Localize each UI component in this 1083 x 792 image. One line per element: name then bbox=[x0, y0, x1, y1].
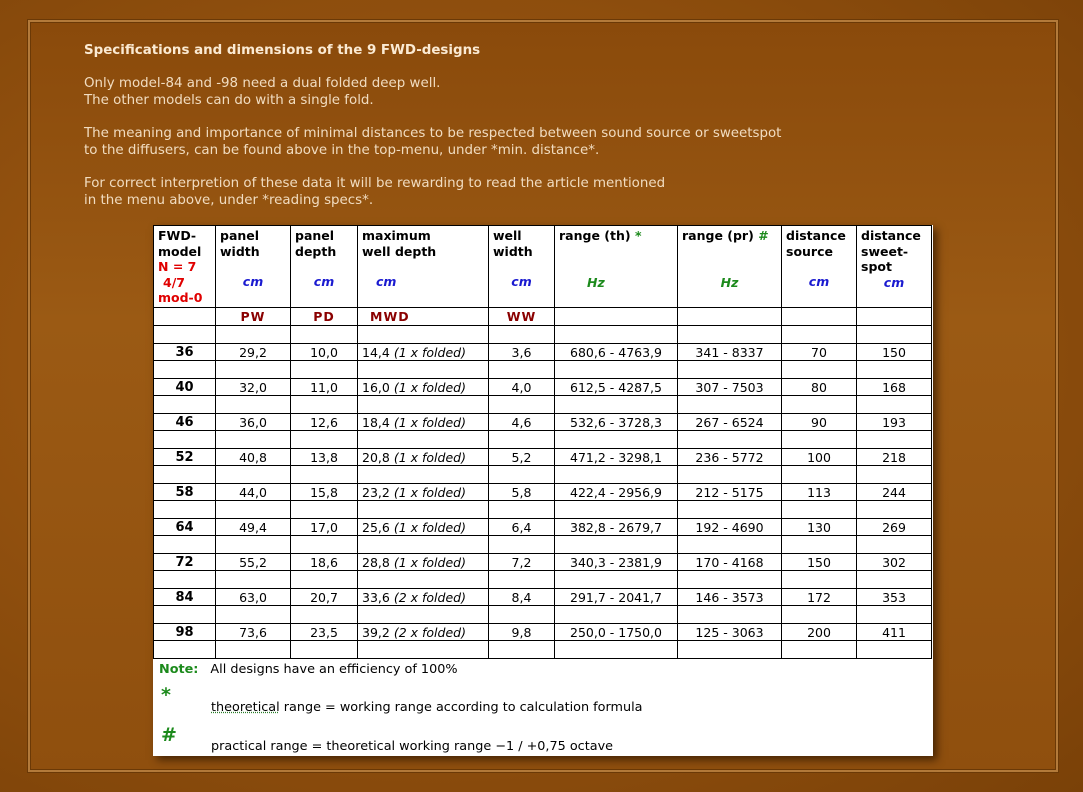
spacer-cell bbox=[782, 501, 857, 519]
well-depth-value: 20,8 bbox=[362, 449, 390, 465]
spacer-cell bbox=[782, 606, 857, 624]
well-depth-value: 39,2 bbox=[362, 624, 390, 640]
max-well-depth-cell bbox=[358, 519, 489, 536]
spacer-cell bbox=[489, 326, 555, 344]
spacer-cell bbox=[154, 571, 216, 589]
header-text: panel bbox=[220, 228, 260, 243]
range-th-cell: 612,5 - 4287,5 bbox=[555, 379, 678, 396]
spacer-cell bbox=[216, 641, 291, 659]
spacer-cell bbox=[154, 501, 216, 519]
header-range-pr bbox=[678, 226, 782, 308]
max-well-depth-cell bbox=[358, 449, 489, 466]
spacer-cell bbox=[291, 326, 358, 344]
definition-text: range = working range according to calculation formula bbox=[279, 700, 643, 715]
paragraph-reading bbox=[84, 175, 984, 209]
panel-depth-cell: 15,8 bbox=[291, 484, 358, 501]
practical-range-definition: practical range = theoretical working range −1 / +0,75 octave bbox=[211, 739, 614, 754]
spacer-cell bbox=[555, 536, 678, 554]
header-max-well-depth bbox=[358, 226, 489, 308]
distance-sweetspot-cell: 244 bbox=[857, 484, 932, 501]
spacer-cell bbox=[555, 466, 678, 484]
spacer-cell bbox=[358, 361, 489, 379]
spacer-cell bbox=[489, 606, 555, 624]
header-red-text: mod-0 bbox=[158, 290, 203, 305]
table-row bbox=[154, 519, 932, 536]
header-well-width bbox=[489, 226, 555, 308]
fold-note: (2 x folded) bbox=[393, 589, 466, 605]
hash-marker: # bbox=[758, 228, 769, 243]
spacer-cell bbox=[291, 501, 358, 519]
panel-width-cell: 29,2 bbox=[216, 344, 291, 361]
spacer-cell bbox=[358, 571, 489, 589]
max-well-depth-cell bbox=[358, 379, 489, 396]
spacer-row bbox=[154, 536, 932, 554]
well-width-cell: 5,2 bbox=[489, 449, 555, 466]
model-cell: 46 bbox=[154, 414, 216, 431]
spacer-cell bbox=[291, 536, 358, 554]
spacer-cell bbox=[291, 466, 358, 484]
distance-sweetspot-cell: 411 bbox=[857, 624, 932, 641]
abbr-cell: MWD bbox=[358, 308, 489, 326]
max-well-depth-cell bbox=[358, 589, 489, 606]
well-depth-value: 33,6 bbox=[362, 589, 390, 605]
table-row bbox=[154, 624, 932, 641]
spacer-cell bbox=[358, 431, 489, 449]
spacer-cell bbox=[857, 431, 932, 449]
header-text: FWD- bbox=[158, 228, 197, 243]
range-pr-cell: 170 - 4168 bbox=[678, 554, 782, 571]
header-panel-width bbox=[216, 226, 291, 308]
spacer-row bbox=[154, 466, 932, 484]
fold-note: (1 x folded) bbox=[393, 554, 466, 570]
well-width-cell: 5,8 bbox=[489, 484, 555, 501]
spacer-cell bbox=[489, 396, 555, 414]
header-text: range (th) bbox=[559, 228, 631, 243]
spacer-cell bbox=[154, 536, 216, 554]
header-text: maximum bbox=[362, 228, 431, 243]
distance-source-cell: 172 bbox=[782, 589, 857, 606]
range-pr-cell: 192 - 4690 bbox=[678, 519, 782, 536]
range-th-cell: 250,0 - 1750,0 bbox=[555, 624, 678, 641]
header-row bbox=[154, 226, 932, 308]
well-width-cell: 4,0 bbox=[489, 379, 555, 396]
spacer-cell bbox=[678, 326, 782, 344]
spacer-cell bbox=[555, 396, 678, 414]
distance-source-cell: 100 bbox=[782, 449, 857, 466]
spacer-cell bbox=[291, 606, 358, 624]
paragraph-line: For correct interpretion of these data it will be rewarding to read the article mentioned bbox=[84, 176, 666, 191]
spacer-row bbox=[154, 396, 932, 414]
spacer-cell bbox=[857, 361, 932, 379]
header-text: source bbox=[786, 243, 833, 259]
distance-sweetspot-cell: 302 bbox=[857, 554, 932, 571]
spacer-cell bbox=[678, 466, 782, 484]
spacer-cell bbox=[857, 501, 932, 519]
note-label: Note: bbox=[159, 662, 199, 677]
abbr-cell bbox=[857, 308, 932, 326]
paragraph-line: to the diffusers, can be found above in the top-menu, under *min. distance*. bbox=[84, 143, 600, 158]
distance-source-cell: 90 bbox=[782, 414, 857, 431]
efficiency-note bbox=[159, 662, 458, 677]
spacer-cell bbox=[678, 571, 782, 589]
header-distance-source bbox=[782, 226, 857, 308]
fold-note: (1 x folded) bbox=[393, 414, 466, 430]
distance-sweetspot-cell: 168 bbox=[857, 379, 932, 396]
spacer-cell bbox=[358, 536, 489, 554]
distance-source-cell: 70 bbox=[782, 344, 857, 361]
distance-source-cell: 150 bbox=[782, 554, 857, 571]
spacer-cell bbox=[857, 326, 932, 344]
well-depth-value: 14,4 bbox=[362, 344, 390, 360]
range-pr-cell: 146 - 3573 bbox=[678, 589, 782, 606]
header-text: distance bbox=[861, 228, 921, 243]
header-red-text: 4/7 bbox=[163, 274, 185, 290]
well-width-cell: 6,4 bbox=[489, 519, 555, 536]
distance-sweetspot-cell: 193 bbox=[857, 414, 932, 431]
spacer-cell bbox=[857, 606, 932, 624]
spacer-cell bbox=[782, 466, 857, 484]
header-text: depth bbox=[295, 243, 337, 259]
range-th-cell: 471,2 - 3298,1 bbox=[555, 449, 678, 466]
header-model bbox=[154, 226, 216, 308]
model-cell: 36 bbox=[154, 344, 216, 361]
header-text: width bbox=[220, 243, 260, 259]
spacer-row bbox=[154, 571, 932, 589]
spacer-cell bbox=[678, 431, 782, 449]
header-text: well depth bbox=[362, 243, 437, 259]
spacer-cell bbox=[782, 571, 857, 589]
spacer-cell bbox=[216, 536, 291, 554]
spacer-cell bbox=[154, 326, 216, 344]
distance-source-cell: 130 bbox=[782, 519, 857, 536]
spacer-cell bbox=[291, 361, 358, 379]
panel-width-cell: 73,6 bbox=[216, 624, 291, 641]
spacer-cell bbox=[555, 606, 678, 624]
abbr-cell bbox=[154, 308, 216, 326]
model-cell: 72 bbox=[154, 554, 216, 571]
spacer-cell bbox=[489, 501, 555, 519]
panel-depth-cell: 23,5 bbox=[291, 624, 358, 641]
max-well-depth-cell bbox=[358, 554, 489, 571]
spacer-cell bbox=[489, 571, 555, 589]
header-red-text: N = 7 bbox=[158, 259, 197, 274]
spacer-cell bbox=[782, 641, 857, 659]
unit-label: Hz bbox=[720, 274, 739, 290]
well-depth-value: 25,6 bbox=[362, 519, 390, 535]
fold-note: (1 x folded) bbox=[393, 344, 466, 360]
fold-note: (1 x folded) bbox=[393, 519, 466, 535]
table-row bbox=[154, 554, 932, 571]
spacer-cell bbox=[154, 361, 216, 379]
panel-width-cell: 32,0 bbox=[216, 379, 291, 396]
panel-width-cell: 36,0 bbox=[216, 414, 291, 431]
header-text: model bbox=[158, 243, 202, 259]
range-th-cell: 291,7 - 2041,7 bbox=[555, 589, 678, 606]
intro-text bbox=[84, 42, 984, 225]
spacer-cell bbox=[555, 361, 678, 379]
abbr-cell bbox=[555, 308, 678, 326]
spec-sheet bbox=[153, 225, 933, 756]
spacer-cell bbox=[358, 641, 489, 659]
panel-width-cell: 55,2 bbox=[216, 554, 291, 571]
fold-note: (1 x folded) bbox=[393, 484, 466, 500]
spacer-cell bbox=[216, 466, 291, 484]
range-th-cell: 422,4 - 2956,9 bbox=[555, 484, 678, 501]
table-row bbox=[154, 414, 932, 431]
spacer-cell bbox=[154, 466, 216, 484]
table-row bbox=[154, 379, 932, 396]
fold-note: (1 x folded) bbox=[393, 449, 466, 465]
spacer-row bbox=[154, 431, 932, 449]
fold-note: (2 x folded) bbox=[393, 624, 466, 640]
range-th-cell: 532,6 - 3728,3 bbox=[555, 414, 678, 431]
theoretical-term: theoretical bbox=[211, 700, 280, 715]
spacer-cell bbox=[555, 326, 678, 344]
spacer-cell bbox=[358, 606, 489, 624]
distance-sweetspot-cell: 150 bbox=[857, 344, 932, 361]
spacer-cell bbox=[678, 606, 782, 624]
spacer-cell bbox=[678, 536, 782, 554]
range-pr-cell: 307 - 7503 bbox=[678, 379, 782, 396]
paragraph-distance bbox=[84, 125, 984, 159]
range-th-cell: 340,3 - 2381,9 bbox=[555, 554, 678, 571]
spacer-cell bbox=[782, 396, 857, 414]
spacer-cell bbox=[358, 501, 489, 519]
panel-depth-cell: 10,0 bbox=[291, 344, 358, 361]
spacer-cell bbox=[154, 431, 216, 449]
spacer-cell bbox=[489, 536, 555, 554]
table-row bbox=[154, 484, 932, 501]
spacer-cell bbox=[489, 466, 555, 484]
abbreviation-row bbox=[154, 308, 932, 326]
abbr-cell: PW bbox=[216, 308, 291, 326]
range-pr-cell: 125 - 3063 bbox=[678, 624, 782, 641]
max-well-depth-cell bbox=[358, 484, 489, 501]
unit-label: cm bbox=[808, 274, 830, 289]
panel-depth-cell: 11,0 bbox=[291, 379, 358, 396]
header-panel-depth bbox=[291, 226, 358, 308]
panel-width-cell: 49,4 bbox=[216, 519, 291, 536]
theoretical-range-definition bbox=[211, 700, 643, 715]
well-depth-value: 16,0 bbox=[362, 379, 390, 395]
header-text: sweet- bbox=[861, 243, 909, 259]
paragraph-line: The other models can do with a single fold. bbox=[84, 93, 374, 108]
distance-source-cell: 200 bbox=[782, 624, 857, 641]
header-text: spot bbox=[861, 259, 892, 274]
well-width-cell: 8,4 bbox=[489, 589, 555, 606]
header-text: width bbox=[493, 243, 533, 259]
spacer-row bbox=[154, 641, 932, 659]
well-width-cell: 4,6 bbox=[489, 414, 555, 431]
spacer-cell bbox=[154, 396, 216, 414]
panel-depth-cell: 17,0 bbox=[291, 519, 358, 536]
spacer-cell bbox=[678, 641, 782, 659]
spacer-cell bbox=[358, 396, 489, 414]
abbr-cell: PD bbox=[291, 308, 358, 326]
header-text: panel bbox=[295, 228, 335, 243]
spacer-row bbox=[154, 501, 932, 519]
model-cell: 58 bbox=[154, 484, 216, 501]
unit-label: cm bbox=[242, 274, 264, 289]
spec-table bbox=[153, 225, 932, 659]
page-title: Specifications and dimensions of the 9 FWD-designs bbox=[84, 43, 481, 58]
spacer-cell bbox=[216, 326, 291, 344]
spacer-cell bbox=[555, 571, 678, 589]
panel-depth-cell: 18,6 bbox=[291, 554, 358, 571]
paragraph-line: Only model-84 and -98 need a dual folded deep well. bbox=[84, 76, 441, 91]
panel-depth-cell: 20,7 bbox=[291, 589, 358, 606]
spacer-cell bbox=[555, 501, 678, 519]
spacer-cell bbox=[555, 431, 678, 449]
spacer-cell bbox=[291, 571, 358, 589]
spacer-cell bbox=[857, 466, 932, 484]
spacer-cell bbox=[857, 396, 932, 414]
unit-label: cm bbox=[376, 274, 397, 289]
panel-width-cell: 63,0 bbox=[216, 589, 291, 606]
spacer-row bbox=[154, 606, 932, 624]
model-cell: 84 bbox=[154, 589, 216, 606]
header-text: range (pr) bbox=[682, 228, 754, 243]
spacer-cell bbox=[216, 571, 291, 589]
unit-label: cm bbox=[313, 274, 335, 289]
panel-width-cell: 40,8 bbox=[216, 449, 291, 466]
model-cell: 64 bbox=[154, 519, 216, 536]
well-depth-value: 23,2 bbox=[362, 484, 390, 500]
spacer-cell bbox=[291, 396, 358, 414]
distance-source-cell: 80 bbox=[782, 379, 857, 396]
abbr-cell: WW bbox=[489, 308, 555, 326]
paragraph-line: in the menu above, under *reading specs*. bbox=[84, 193, 374, 208]
spacer-cell bbox=[782, 536, 857, 554]
model-cell: 98 bbox=[154, 624, 216, 641]
unit-label: cm bbox=[883, 274, 905, 290]
spacer-cell bbox=[154, 641, 216, 659]
spacer-cell bbox=[154, 606, 216, 624]
table-row bbox=[154, 449, 932, 466]
table-row bbox=[154, 344, 932, 361]
spacer-cell bbox=[857, 536, 932, 554]
range-th-cell: 680,6 - 4763,9 bbox=[555, 344, 678, 361]
max-well-depth-cell bbox=[358, 624, 489, 641]
spacer-cell bbox=[678, 501, 782, 519]
note-text: All designs have an efficiency of 100% bbox=[210, 662, 458, 677]
spacer-cell bbox=[216, 606, 291, 624]
spacer-cell bbox=[291, 431, 358, 449]
panel-width-cell: 44,0 bbox=[216, 484, 291, 501]
spacer-cell bbox=[782, 361, 857, 379]
paragraph-line: The meaning and importance of minimal distances to be respected between sound source or sweetspot bbox=[84, 126, 782, 141]
model-cell: 52 bbox=[154, 449, 216, 466]
spacer-cell bbox=[216, 501, 291, 519]
well-depth-value: 28,8 bbox=[362, 554, 390, 570]
spacer-cell bbox=[857, 571, 932, 589]
distance-sweetspot-cell: 218 bbox=[857, 449, 932, 466]
max-well-depth-cell bbox=[358, 344, 489, 361]
distance-sweetspot-cell: 269 bbox=[857, 519, 932, 536]
abbr-cell bbox=[782, 308, 857, 326]
range-pr-cell: 267 - 6524 bbox=[678, 414, 782, 431]
well-depth-value: 18,4 bbox=[362, 414, 390, 430]
star-symbol: * bbox=[161, 684, 171, 706]
header-distance-sweetspot bbox=[857, 226, 932, 308]
range-th-cell: 382,8 - 2679,7 bbox=[555, 519, 678, 536]
panel-depth-cell: 12,6 bbox=[291, 414, 358, 431]
header-text: distance bbox=[786, 228, 846, 243]
well-width-cell: 3,6 bbox=[489, 344, 555, 361]
abbr-cell bbox=[678, 308, 782, 326]
hash-symbol: # bbox=[161, 724, 177, 746]
range-pr-cell: 236 - 5772 bbox=[678, 449, 782, 466]
model-cell: 40 bbox=[154, 379, 216, 396]
paragraph-fold bbox=[84, 75, 984, 109]
unit-label: Hz bbox=[587, 274, 605, 290]
max-well-depth-cell bbox=[358, 414, 489, 431]
table-row bbox=[154, 589, 932, 606]
well-width-cell: 7,2 bbox=[489, 554, 555, 571]
spacer-cell bbox=[216, 431, 291, 449]
well-width-cell: 9,8 bbox=[489, 624, 555, 641]
spacer-cell bbox=[489, 641, 555, 659]
unit-label: cm bbox=[511, 274, 532, 289]
spacer-cell bbox=[489, 361, 555, 379]
distance-source-cell: 113 bbox=[782, 484, 857, 501]
star-marker: * bbox=[634, 228, 642, 243]
spacer-row bbox=[154, 361, 932, 379]
panel-depth-cell: 13,8 bbox=[291, 449, 358, 466]
range-pr-cell: 212 - 5175 bbox=[678, 484, 782, 501]
spacer-cell bbox=[489, 431, 555, 449]
spacer-cell bbox=[678, 396, 782, 414]
spacer-cell bbox=[216, 361, 291, 379]
distance-sweetspot-cell: 353 bbox=[857, 589, 932, 606]
spacer-cell bbox=[857, 641, 932, 659]
spacer-cell bbox=[216, 396, 291, 414]
spacer-cell bbox=[782, 431, 857, 449]
spacer-cell bbox=[358, 326, 489, 344]
spacer-cell bbox=[358, 466, 489, 484]
spacer-cell bbox=[555, 641, 678, 659]
header-range-th bbox=[555, 226, 678, 308]
spacer-row bbox=[154, 326, 932, 344]
spacer-cell bbox=[678, 361, 782, 379]
spacer-cell bbox=[291, 641, 358, 659]
fold-note: (1 x folded) bbox=[393, 379, 466, 395]
range-pr-cell: 341 - 8337 bbox=[678, 344, 782, 361]
header-text: well bbox=[493, 228, 522, 243]
spacer-cell bbox=[782, 326, 857, 344]
